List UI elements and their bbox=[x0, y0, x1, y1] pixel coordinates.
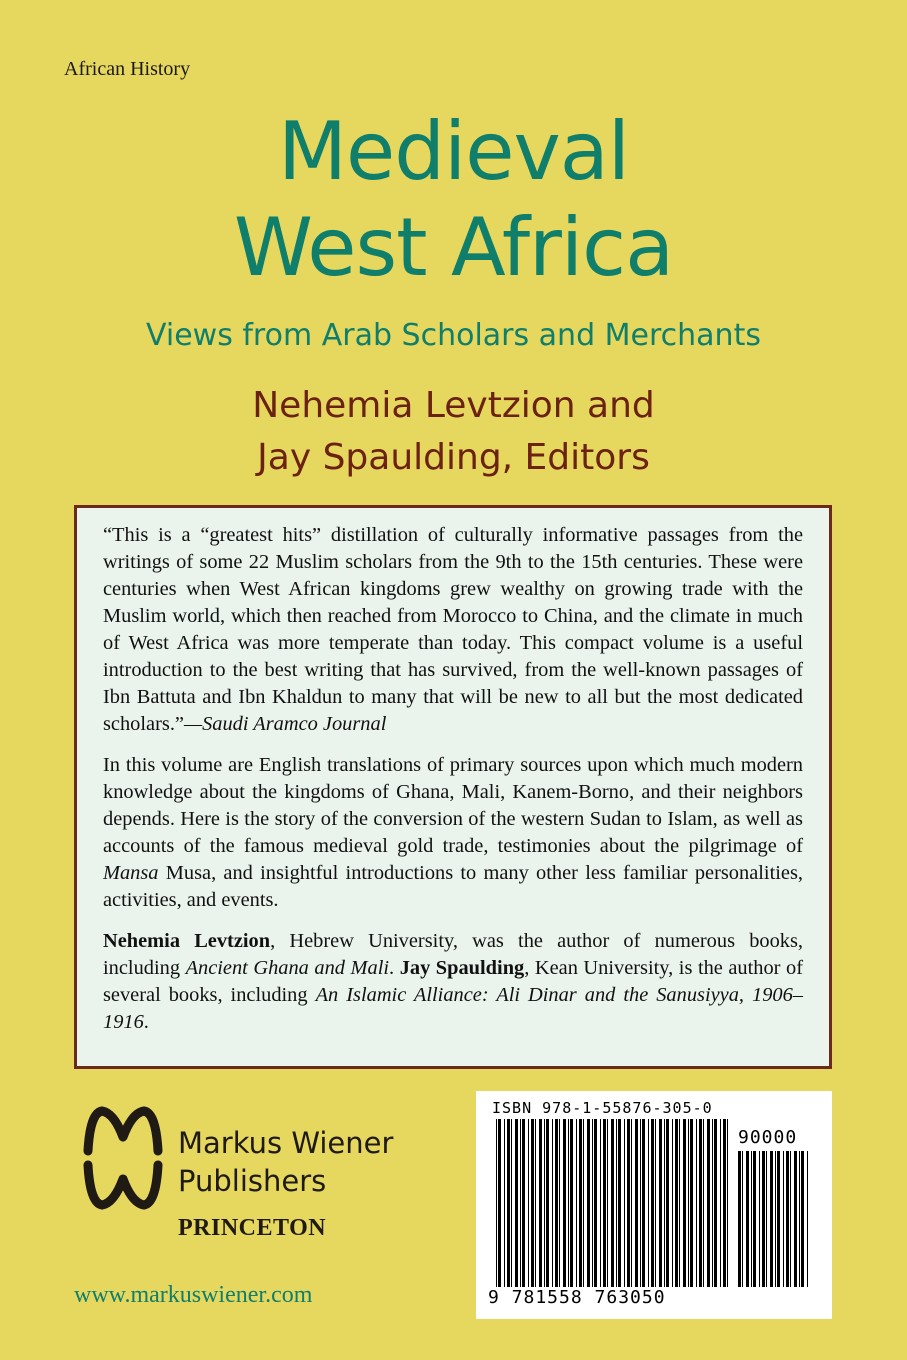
barcode-panel bbox=[476, 1091, 832, 1319]
author-2-book: An Islamic Alliance: Ali Dinar and the Sanusiyya, 1906–1916 bbox=[103, 984, 803, 1033]
barcode-digits: 9 781558 763050 bbox=[488, 1287, 666, 1308]
quote-source: —Saudi Aramco Journal bbox=[183, 713, 387, 735]
book-title bbox=[0, 104, 907, 296]
publisher-logo-icon bbox=[80, 1103, 166, 1213]
author-bios bbox=[103, 928, 803, 1036]
publisher-website-link[interactable]: www.markuswiener.com bbox=[74, 1282, 313, 1308]
publisher-city: PRINCETON bbox=[178, 1215, 327, 1241]
barcode-icon bbox=[476, 1091, 832, 1319]
barcode-bars bbox=[496, 1119, 728, 1287]
blurb-box bbox=[74, 505, 832, 1069]
isbn-label: ISBN 978-1-55876-305-0 bbox=[492, 1099, 713, 1117]
title-line-1: Medieval bbox=[277, 105, 630, 198]
title-line-2: West Africa bbox=[233, 201, 674, 294]
author-1-book: Ancient Ghana and Mali bbox=[185, 957, 390, 979]
author-2-name: Jay Spaulding bbox=[399, 957, 525, 979]
description-part-2: Musa, and insightful introductions to many other less familiar personalities, activities, and events. bbox=[103, 862, 803, 911]
barcode-bars bbox=[738, 1151, 808, 1287]
author-end: . bbox=[143, 1011, 149, 1033]
publisher-name-line-1: Markus Wiener bbox=[178, 1126, 394, 1160]
description bbox=[103, 752, 803, 914]
author-separator: . bbox=[389, 957, 400, 979]
description-part-1: In this volume are English translations of primary sources upon which much modern knowledge about the kingdoms of Ghana, Mali, Kanem-Borno, and their neighbors depends. Here is the story of the conversion of the western Sudan to Islam, as well as accounts of the famous medieval gold trade, testimonies about the pilgrimage of bbox=[103, 754, 803, 857]
editors-line-2: Jay Spaulding, Editors bbox=[257, 437, 650, 478]
author-1-text: , Hebrew University, was the author of numerous books, including bbox=[103, 930, 804, 979]
price-code: 90000 bbox=[738, 1127, 798, 1148]
author-2-text: , Kean University, is the author of several books, including bbox=[103, 957, 803, 1006]
editors bbox=[0, 380, 907, 484]
description-italic: Mansa bbox=[103, 862, 159, 884]
book-subtitle: Views from Arab Scholars and Merchants bbox=[146, 318, 761, 353]
publisher-name-line-2: Publishers bbox=[178, 1164, 327, 1198]
category-label: African History bbox=[64, 58, 191, 80]
publisher-name bbox=[178, 1124, 393, 1200]
editors-line-1: Nehemia Levtzion and bbox=[252, 385, 655, 426]
quote-text: “This is a “greatest hits” distillation of culturally informative passages from the writings of some 22 Muslim scholars from the 9th to the 15th centuries. These were centuries when West African kingdoms grew wealthy on growing trade with the Muslim world, which then reached from Morocco to China, and the climate in much of West Africa was more temperate than today. This compact volume is a useful introduction to the best writing that has survived, from the well-known passages of Ibn Battuta and Ibn Khaldun to many that will be new to all but the most dedicated scholars.” bbox=[103, 524, 803, 735]
author-1-name: Nehemia Levtzion bbox=[103, 930, 271, 952]
review-quote bbox=[103, 522, 803, 738]
